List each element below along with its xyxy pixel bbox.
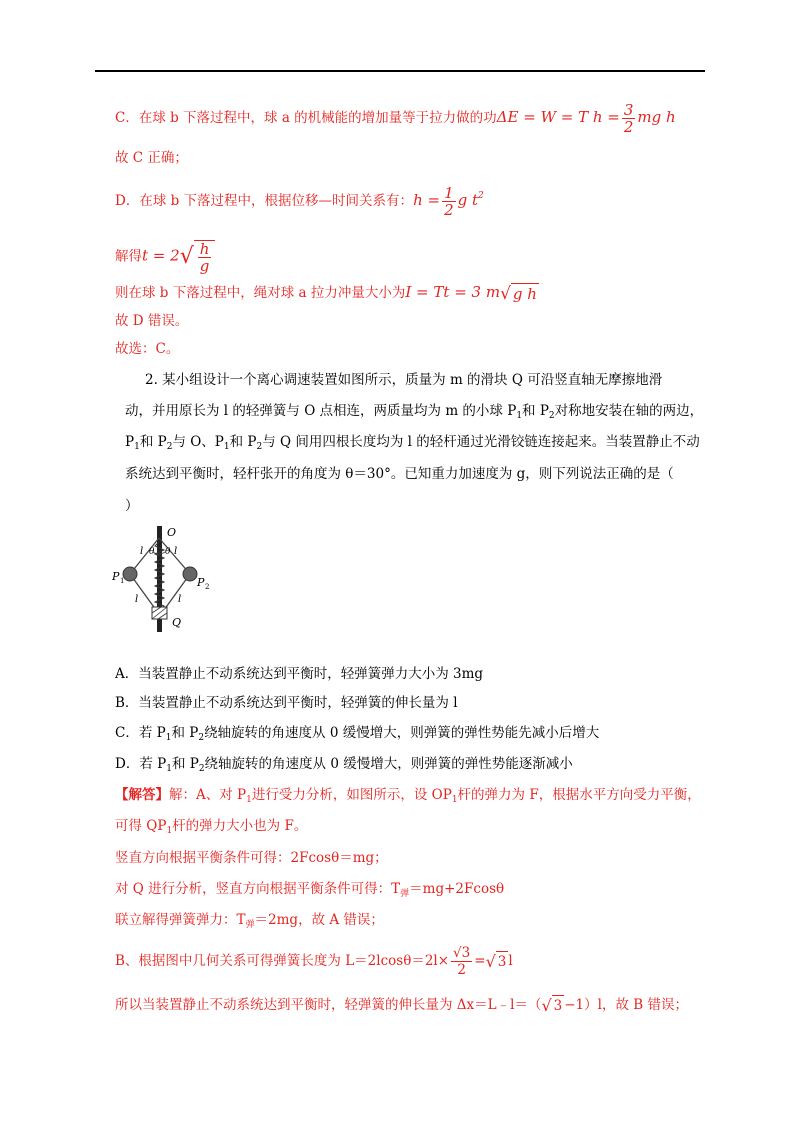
impulse-line: 则在球 b 下落过程中，绳对球 a 拉力冲量大小为I = Tt = 3 m √ g h <box>115 283 537 304</box>
label-p2: P <box>197 576 205 589</box>
question-2-line-3: $P_1$和 $P_2$与 O、$P_1$和 $P_2$与 Q 间用四根长度均为 l 的轻杆通过光滑铰链连接起来。当装置静止不动 <box>125 434 700 452</box>
sqrt: √ 3 <box>485 951 507 971</box>
label-l: l <box>174 546 178 557</box>
svg-text:2: 2 <box>205 583 210 591</box>
label-l: l <box>140 546 144 557</box>
label-l: l <box>135 594 139 605</box>
answer-line-3: 竖直方向根据平衡条件可得：2Fcosθ＝mg； <box>115 850 388 866</box>
ball-p1 <box>123 567 137 581</box>
fraction: $\frac{1}{2}$ <box>444 184 454 219</box>
option-c: C．若 $P_1$和 $P_2$绕轴旋转的角速度从 0 缓慢增大，则弹簧的弹性势能先减小后增大 <box>115 725 600 743</box>
label-l: l <box>178 594 182 605</box>
question-2-line-4: 系统达到平衡时，轻杆张开的角度为 θ＝30°。已知重力加速度为 g，则下列说法正确的是（ <box>125 466 674 482</box>
option-a: A．当装置静止不动系统达到平衡时，轻弹簧弹力大小为 3mg <box>115 666 484 682</box>
svg-text:1: 1 <box>120 577 125 585</box>
option-d-explanation: D．在球 b 下落过程中，根据位移—时间关系有：h = $\frac{1}{2}$ g $t^2$ <box>115 184 484 219</box>
label-o: O <box>167 526 177 539</box>
answer-line-1: 【解答】解：A、对 $P_1$进行受力分析，如图所示，设 $OP_1$杆的弹力为 F，根据水平方向受力平衡， <box>115 787 701 805</box>
label-theta: θ <box>149 547 155 557</box>
centrifugal-governor-diagram <box>112 522 217 634</box>
d-conclusion: 故 D 错误。 <box>115 313 189 329</box>
sqrt: √ 3 <box>541 995 563 1015</box>
option-b: B．当装置静止不动系统达到平衡时，轻弹簧的伸长量为 l <box>115 695 458 711</box>
sqrt: √ g h <box>500 283 537 304</box>
label-theta: θ <box>165 547 171 557</box>
c-conclusion: 故 C 正确； <box>115 150 188 166</box>
fraction: $\frac{3}{2}$ <box>623 101 634 136</box>
answer-line-2: 可得 $QP_1$杆的弹力大小也为 F。 <box>115 818 308 836</box>
answer-line-b1: B、根据图中几何关系可得弹簧长度为 L＝2lcosθ＝2l× $\frac{√3}{2}$ = √ 3 l <box>115 945 513 978</box>
answer-line-b2: 所以当装置静止不动系统达到平衡时，轻弹簧的伸长量为 Δx＝L﹣l＝（ √ 3 −1）l，故 B 错误； <box>115 995 688 1015</box>
label-p1: P <box>112 570 120 583</box>
choice: 故选：C。 <box>115 341 180 357</box>
answer-line-4: 对 Q 进行分析，竖直方向根据平衡条件可得：$T_弹=mg+2Fcos\theta$ <box>115 881 505 899</box>
question-2-line-1: 2. 某小组设计一个离心调速装置如图所示，质量为 m 的滑块 Q 可沿竖直轴无摩擦地滑 <box>145 372 663 388</box>
option-c-explanation: C．在球 b 下落过程中，球 a 的机械能的增加量等于拉力做的功ΔE = W = T h = $\frac{3}{2}$ mg h <box>115 101 676 136</box>
fraction: $\frac{√3}{2}$ <box>453 945 471 978</box>
question-2-line-2: 动，并用原长为 l 的轻弹簧与 O 点相连，两质量均为 m 的小球 $P_1$和 $P_2$对称地安装在轴的两边， <box>125 403 704 421</box>
option-d: D．若 $P_1$和 $P_2$绕轴旋转的角速度从 0 缓慢增大，则弹簧的弹性势能逐渐减小 <box>115 756 573 774</box>
ball-p2 <box>183 567 197 581</box>
header-rule <box>95 70 705 72</box>
sqrt: √ $\frac{h}{g}$ <box>180 240 216 274</box>
answer-line-5: 联立解得弹簧弹力：$T_弹=2mg$，故 A 错误； <box>115 912 384 930</box>
solve-line: 解得t = 2 √ $\frac{h}{g}$ <box>115 240 215 274</box>
spring <box>155 542 164 610</box>
label-q: Q <box>172 616 182 629</box>
question-2-line-5: ） <box>125 498 139 514</box>
